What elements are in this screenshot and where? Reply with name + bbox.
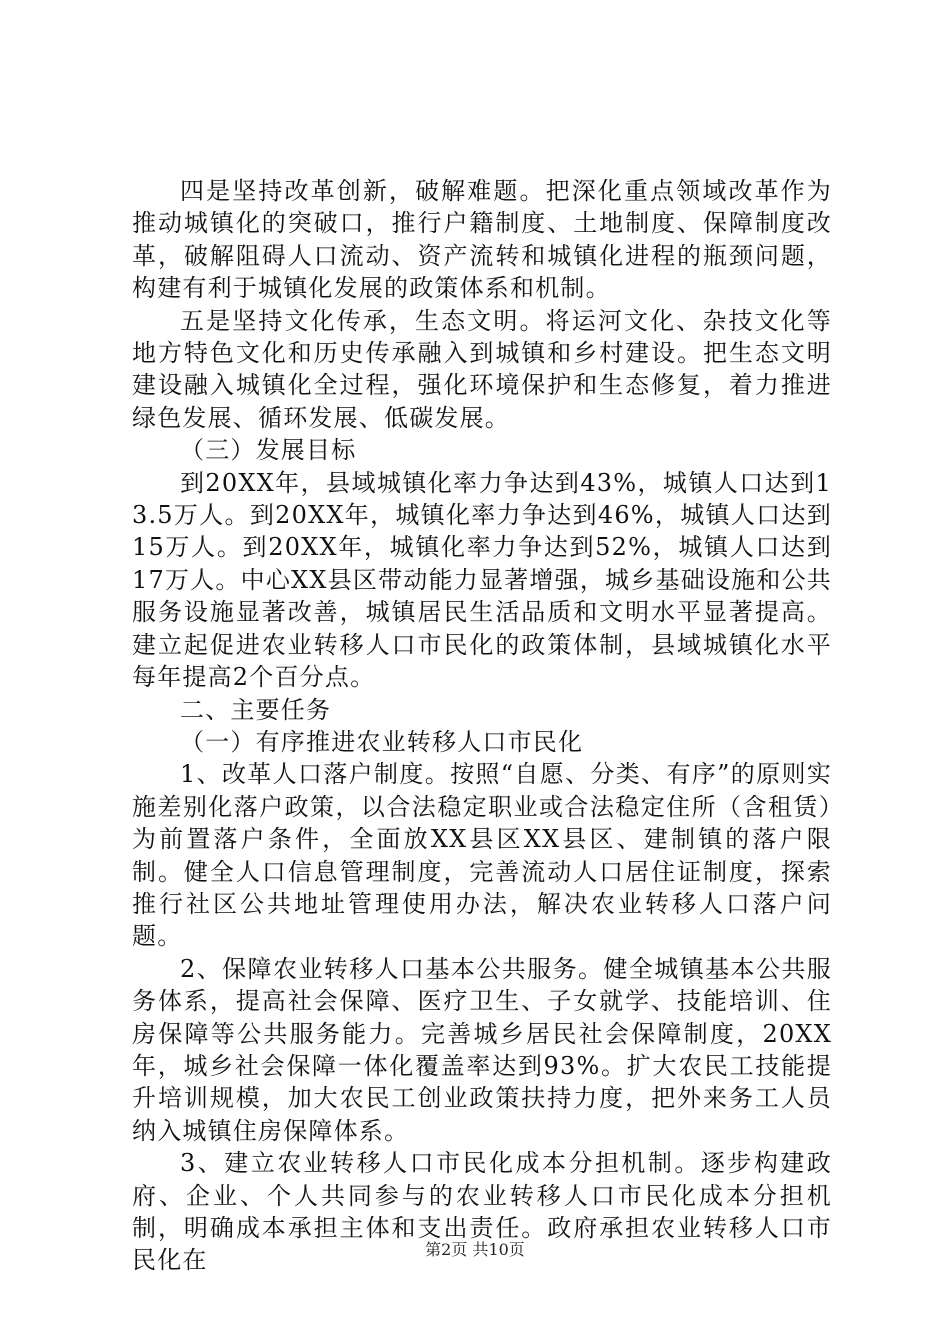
document-body [132, 175, 832, 1277]
paragraph-public-services: 2、保障农业转移人口基本公共服务。健全城镇基本公共服务体系，提高社会保障、医疗卫生、子女就学、技能培训、住房保障等公共服务能力。完善城乡居民社会保障制度，20XX年，城乡社会保障一体化覆盖率达到93%。扩大农民工技能提升培训规模，加大农民工创业政策扶持力度，把外来务工人员纳入城镇住房保障体系。 [132, 954, 832, 1145]
paragraph-cost-sharing: 3、建立农业转移人口市民化成本分担机制。逐步构建政府、企业、个人共同参与的农业转移人口市民化成本分担机制，明确成本承担主体和支出责任。政府承担农业转移人口市民化在 [132, 1149, 832, 1275]
paragraph-goals: 到20XX年，县域城镇化率力争达到43%，城镇人口达到13.5万人。到20XX年，城镇化率力争达到46%，城镇人口达到15万人。到20XX年，城镇化率力争达到52%，城镇人口达到17万人。中心XX县区带动能力显著增强，城乡基础设施和公共服务设施显著改善，城镇居民生活品质和文明水平显著提高。建立起促进农业转移人口市民化的政策体制，县域城镇化水平每年提高2个百分点。 [132, 468, 832, 692]
paragraph-culture-ecology: 五是坚持文化传承，生态文明。将运河文化、杂技文化等地方特色文化和历史传承融入到城镇和乡村建设。把生态文明建设融入城镇化全过程，强化环境保护和生态修复，着力推进绿色发展、循环发展、低碳发展。 [132, 306, 832, 432]
section-heading-goals: （三）发展目标 [180, 436, 357, 465]
paragraph-household-registration: 1、改革人口落户制度。按照“自愿、分类、有序”的原则实施差别化落户政策，以合法稳定职业或合法稳定住所（含租赁）为前置落户条件，全面放XX县区XX县区、建制镇的落户限制。健全人口信息管理制度，完善流动人口居住证制度，探索推行社区公共地址管理使用办法，解决农业转移人口落户问题。 [132, 760, 832, 951]
subsection-heading-citizenization: （一）有序推进农业转移人口市民化 [180, 727, 584, 756]
page-number-footer: 第2页 共10页 [425, 1240, 525, 1259]
section-heading-main-tasks: 二、主要任务 [180, 695, 332, 724]
paragraph-reform-innovation: 四是坚持改革创新，破解难题。把深化重点领域改革作为推动城镇化的突破口，推行户籍制度、土地制度、保障制度改革，破解阻碍人口流动、资产流转和城镇化进程的瓶颈问题，构建有利于城镇化发展的政策体系和机制。 [132, 177, 832, 303]
